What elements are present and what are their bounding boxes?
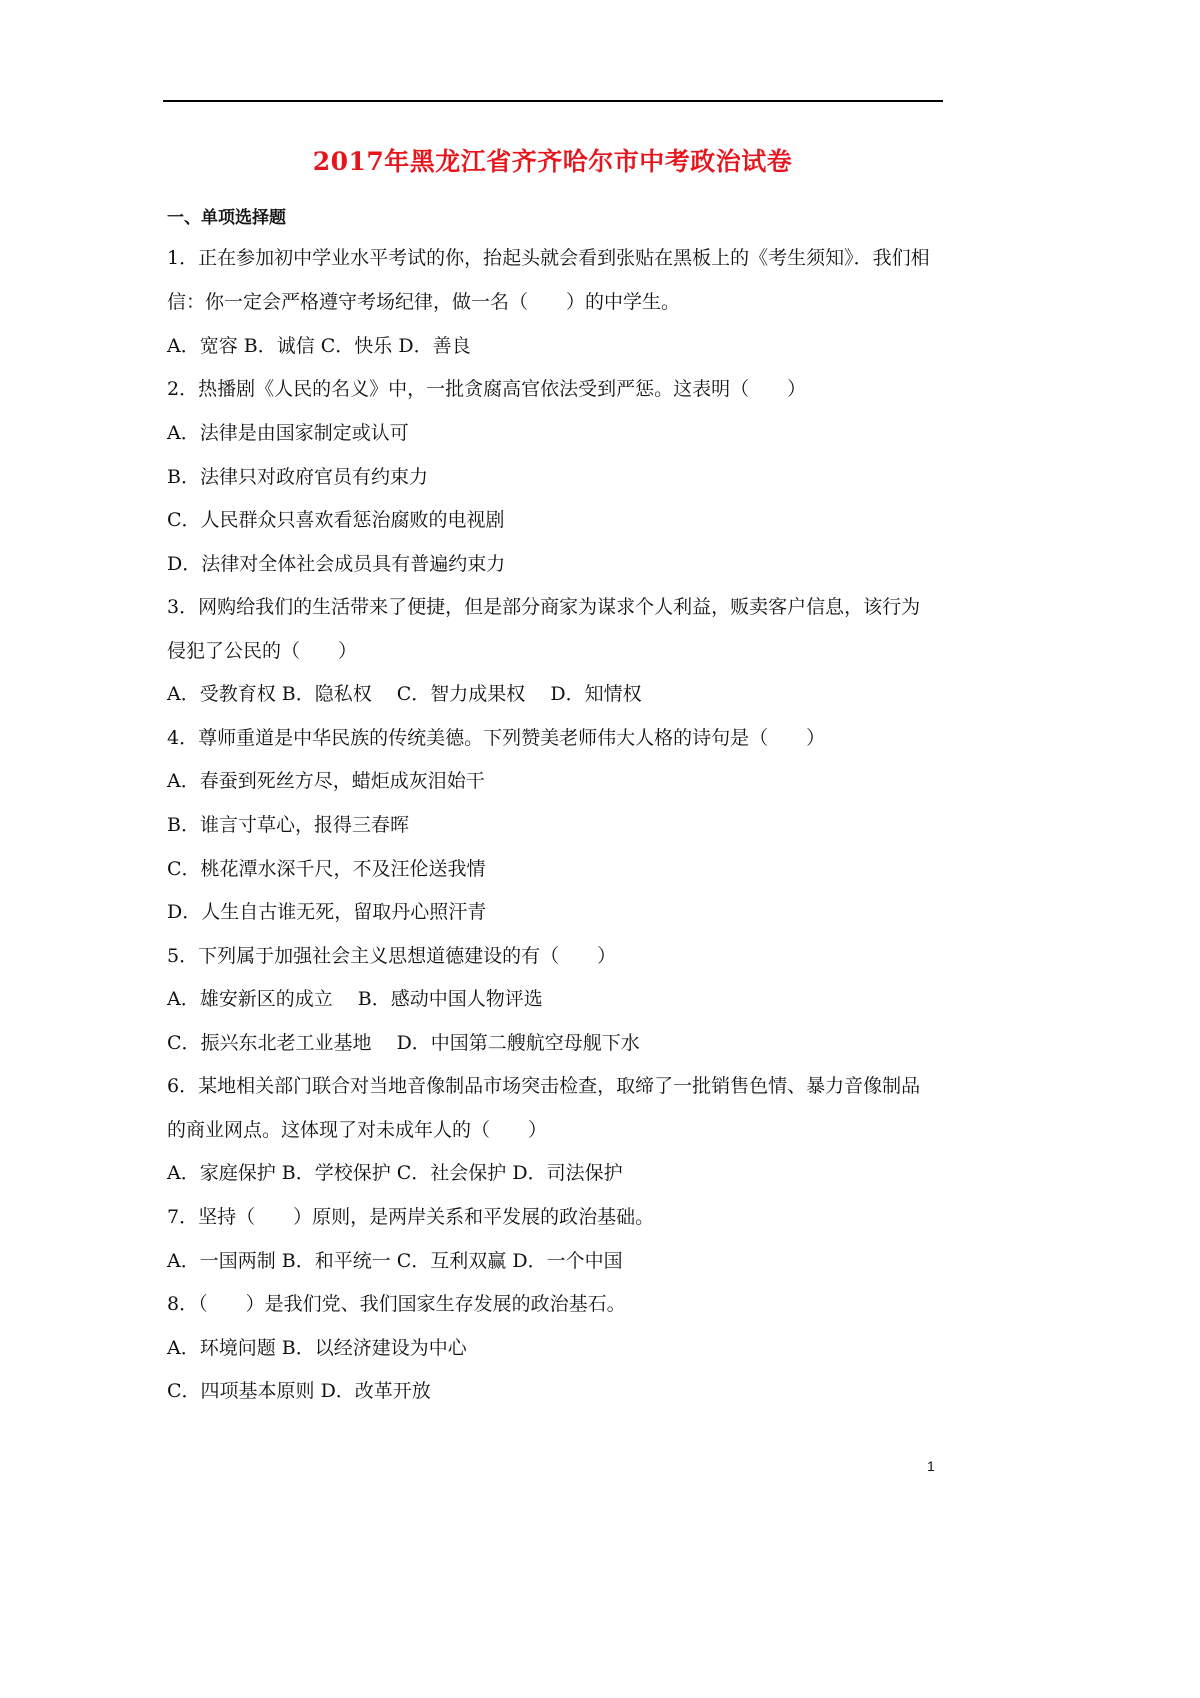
text-line: 信：你一定会严格遵守考场纪律，做一名（ ）的中学生。 (167, 291, 681, 313)
text-line: B．法律只对政府官员有约束力 (167, 466, 428, 488)
text-line: 3．网购给我们的生活带来了便捷，但是部分商家为谋求个人利益，贩卖客户信息，该行为 (167, 596, 921, 618)
text-line: 的商业网点。这体现了对未成年人的（ ） (167, 1119, 548, 1141)
text-line: 5．下列属于加强社会主义思想道德建设的有（ ） (167, 945, 617, 967)
text-line: C．四项基本原则 D．改革开放 (167, 1380, 431, 1402)
text-line: A．受教育权 B．隐私权 C．智力成果权 D．知情权 (167, 683, 642, 705)
text-line: 2．热播剧《人民的名义》中，一批贪腐高官依法受到严惩。这表明（ ） (167, 378, 807, 400)
text-line: C．桃花潭水深千尺，不及汪伦送我情 (167, 858, 486, 880)
text-line: A．雄安新区的成立 B．感动中国人物评选 (167, 988, 543, 1010)
page-number: 1 (927, 1458, 935, 1474)
text-line: 1．正在参加初中学业水平考试的你，抬起头就会看到张贴在黑板上的《考生须知》．我们相 (167, 247, 930, 269)
section-heading: 一、单项选择题 (167, 208, 286, 228)
text-line: 侵犯了公民的（ ） (167, 640, 358, 662)
text-line: C．人民群众只喜欢看惩治腐败的电视剧 (167, 509, 505, 531)
text-line: D．法律对全体社会成员具有普遍约束力 (167, 553, 506, 575)
text-line: A．一国两制 B．和平统一 C．互利双赢 D．一个中国 (167, 1250, 623, 1272)
text-line: 8．（ ）是我们党、我们国家生存发展的政治基石。 (167, 1293, 626, 1315)
text-line: A．春蚕到死丝方尽，蜡炬成灰泪始干 (167, 770, 485, 792)
text-line: A．宽容 B．诚信 C．快乐 D．善良 (167, 335, 471, 357)
header-rule (163, 100, 943, 102)
text-line: 6．某地相关部门联合对当地音像制品市场突击检查，取缔了一批销售色情、暴力音像制品 (167, 1075, 921, 1097)
text-line: C．振兴东北老工业基地 D．中国第二艘航空母舰下水 (167, 1032, 640, 1054)
text-line: 7．坚持（ ）原则，是两岸关系和平发展的政治基础。 (167, 1206, 655, 1228)
text-line: A．家庭保护 B．学校保护 C．社会保护 D．司法保护 (167, 1162, 623, 1184)
text-line: 4．尊师重道是中华民族的传统美德。下列赞美老师伟大人格的诗句是（ ） (167, 727, 826, 749)
document-title: 2017年黑龙江省齐齐哈尔市中考政治试卷 (312, 147, 793, 176)
text-line: D．人生自古谁无死，留取丹心照汗青 (167, 901, 487, 923)
text-line: B．谁言寸草心，报得三春晖 (167, 814, 409, 836)
text-line: A．环境问题 B．以经济建设为中心 (167, 1337, 467, 1359)
text-line: A．法律是由国家制定或认可 (167, 422, 409, 444)
